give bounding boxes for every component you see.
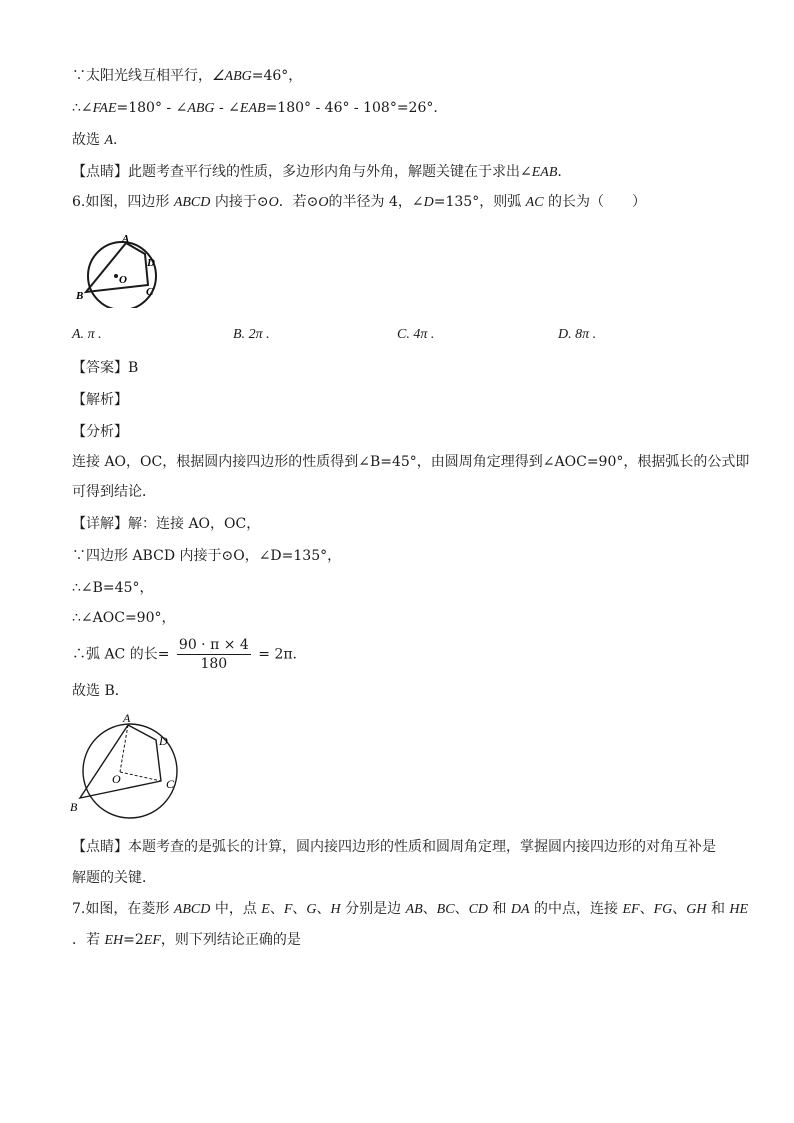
- angle-name: EAB: [239, 101, 266, 116]
- denominator: 180: [200, 656, 228, 672]
- option-key: C.: [397, 327, 410, 342]
- math: F: [283, 902, 293, 917]
- text-line: [72, 66, 302, 87]
- text: ，则下列结论正确的是: [160, 932, 301, 948]
- text: 7.如图，在菱形: [72, 901, 174, 917]
- question-6: [72, 192, 646, 213]
- label-a: A: [123, 711, 131, 725]
- text: =46°，: [251, 68, 303, 84]
- answer: 【答案】B: [72, 360, 139, 376]
- angle-name: ABG: [187, 101, 215, 116]
- text: 【点睛】此题考查平行线的性质，多边形内角与外角，解题关键在于求出∠: [72, 164, 532, 180]
- math: HE: [729, 902, 749, 917]
- math: EH: [104, 933, 124, 948]
- math: H: [330, 902, 341, 917]
- label-o: O: [119, 274, 127, 286]
- text: 内接于⊙: [210, 194, 269, 210]
- text: 、: [316, 901, 331, 917]
- text: ．若: [72, 932, 105, 948]
- option-d[interactable]: [558, 327, 596, 343]
- math: EF: [143, 933, 161, 948]
- text: 、: [672, 901, 687, 917]
- label-o: O: [112, 772, 121, 786]
- analysis-line-1: 连接 AO，OC，根据圆内接四边形的性质得到∠B=45°，由圆周角定理得到∠AOC=90°，根据弧长的公式即: [72, 454, 750, 470]
- angle-name: ∠ABG: [212, 69, 252, 84]
- text: =2: [123, 932, 144, 948]
- choice: A: [104, 133, 114, 148]
- text: 和: [488, 901, 511, 917]
- text: 的中点，连接: [529, 901, 623, 917]
- option-value: 4π .: [413, 327, 435, 342]
- step-3: ∴∠AOC=90°，: [72, 610, 176, 626]
- circle-quadrilateral-figure-2: [64, 710, 194, 820]
- step-2: ∴∠B=45°，: [72, 580, 154, 596]
- text: .: [557, 164, 562, 180]
- option-value: 2π .: [248, 327, 270, 342]
- text: 中，点: [210, 901, 262, 917]
- option-key: D.: [558, 327, 572, 342]
- label-b: B: [76, 290, 84, 302]
- math: GH: [686, 902, 707, 917]
- angle-name: EAB: [531, 165, 558, 180]
- math: D: [423, 195, 434, 210]
- math: AB: [405, 902, 423, 917]
- text: 、: [292, 901, 307, 917]
- text: .: [113, 132, 118, 148]
- text: =135°，则弧: [433, 194, 526, 210]
- fraction: [177, 636, 251, 673]
- math: DA: [510, 902, 530, 917]
- question-7-cont: [72, 930, 301, 951]
- angle-name: FAE: [92, 101, 117, 116]
- circle-quadrilateral-figure-1: [70, 228, 170, 308]
- option-a[interactable]: [72, 327, 102, 343]
- label-a: A: [122, 233, 130, 245]
- dianjing-line-2: 解题的关键．: [72, 870, 156, 886]
- text: ∵太阳光线互相平行，: [72, 68, 212, 84]
- text: =180° - ∠: [116, 100, 188, 116]
- math: G: [306, 902, 317, 917]
- text: ∴∠: [72, 100, 93, 116]
- text: = 2π.: [258, 646, 298, 663]
- text: 和: [706, 901, 730, 917]
- detail-heading: 【详解】解：连接 AO，OC，: [72, 516, 261, 532]
- option-c[interactable]: [397, 327, 434, 343]
- option-b[interactable]: [233, 327, 270, 343]
- math: ABCD: [173, 902, 211, 917]
- text: 、: [454, 901, 469, 917]
- text: 的长为（ ）: [543, 194, 647, 210]
- math: CD: [468, 902, 489, 917]
- step-4-formula: [72, 636, 297, 673]
- text: 、: [639, 901, 654, 917]
- option-key: B.: [233, 327, 246, 342]
- label-d: D: [159, 734, 168, 748]
- math: EF: [622, 902, 640, 917]
- text-line: [72, 162, 562, 183]
- text: 的半径为 4，∠: [328, 194, 424, 210]
- option-value: 8π .: [575, 327, 597, 342]
- label-b: B: [70, 800, 78, 814]
- text-line: [72, 130, 117, 151]
- fenxi-heading: 【分析】: [72, 424, 128, 440]
- math: ABCD: [173, 195, 211, 210]
- math: AC: [525, 195, 544, 210]
- option-value: π .: [87, 327, 102, 342]
- text: 、: [422, 901, 437, 917]
- math: BC: [436, 902, 455, 917]
- math: FG: [653, 902, 673, 917]
- step-1: ∵四边形 ABCD 内接于⊙O，∠D=135°，: [72, 548, 342, 564]
- step-5: 故选 B．: [72, 683, 129, 699]
- numerator: 90 · π × 4: [178, 637, 249, 653]
- label-c: C: [166, 777, 175, 791]
- question-7: [72, 899, 748, 920]
- text: 、: [269, 901, 284, 917]
- text: 6.如图，四边形: [72, 194, 174, 210]
- math: O: [268, 195, 279, 210]
- text: ．若⊙: [278, 194, 319, 210]
- text: =180° - 46° - 108°=26°.: [265, 100, 438, 116]
- text: 分别是边: [340, 901, 406, 917]
- math: O: [318, 195, 329, 210]
- text: 故选: [72, 132, 105, 148]
- dianjing-line-1: 【点睛】本题考查的是弧长的计算，圆内接四边形的性质和圆周角定理，掌握圆内接四边形的对角互补是: [72, 839, 716, 855]
- text: - ∠: [214, 100, 240, 116]
- text: ∴弧 AC 的长=: [72, 646, 170, 663]
- label-c: C: [146, 286, 154, 298]
- jiexi-heading: 【解析】: [72, 392, 128, 408]
- text-line: [72, 98, 438, 119]
- math: E: [261, 902, 270, 917]
- label-d: D: [147, 257, 155, 269]
- option-key: A.: [72, 327, 85, 342]
- analysis-line-2: 可得到结论．: [72, 484, 156, 500]
